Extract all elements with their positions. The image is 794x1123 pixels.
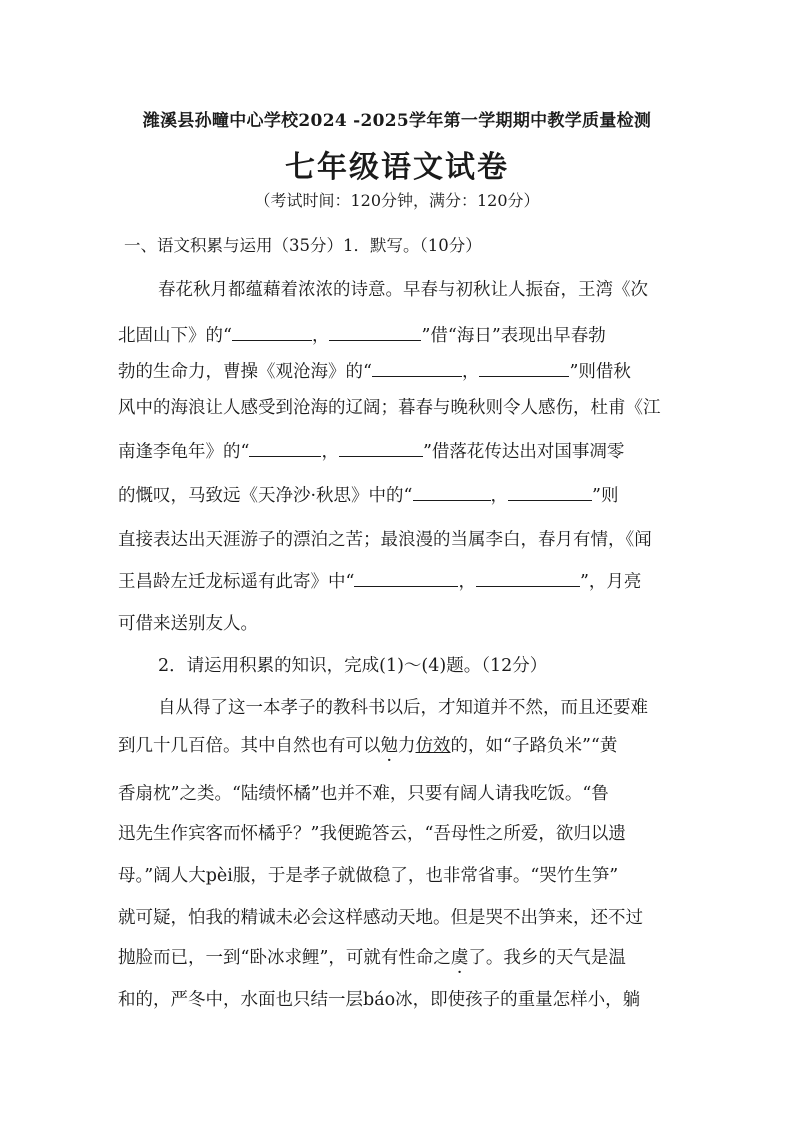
- q1-line-5: 南逢李龟年》的“ ， ”借落花传达出对国事凋零: [118, 438, 624, 463]
- q1-line-6: 的慨叹，马致远《天净沙·秋思》中的“ ， ”则: [118, 482, 618, 507]
- underlined-word: 仿效: [415, 736, 451, 756]
- q1-line-4: 风中的海浪让人感受到沧海的辽阔；暮春与晚秋则令人感伤，杜甫《江: [118, 398, 661, 418]
- q1-line-2: 北固山下》的“ ， ”借“海日”表现出早春勃: [118, 322, 606, 347]
- answer-blank[interactable]: [372, 358, 462, 377]
- q2-para-line-4: 迅先生作宾客而怀橘乎？”我便跪答云，“吾母性之所爱，欲归以遗: [118, 824, 626, 844]
- q2-para-line-6: 就可疑，怕我的精诚未必会这样感动天地。但是哭不出笋来，还不过: [118, 908, 643, 928]
- q2-para-line-5: 母。”阔人大pèi服，于是孝子就做稳了，也非常省事。“哭竹生笋”: [118, 866, 619, 886]
- answer-blank[interactable]: [479, 358, 569, 377]
- q2-heading: 2．请运用积累的知识，完成(1)～(4)题。（12分）: [158, 656, 548, 676]
- q2-para-line-8: 和的，严冬中，水面也只结一层báo冰，即使孩子的重量怎样小，躺: [118, 990, 641, 1010]
- q2-para-line-7: 抛脸而已，一到“卧冰求鲤”，可就有性命之虞了。我乡的天气是温: [118, 948, 626, 968]
- answer-blank[interactable]: [232, 322, 312, 341]
- dotted-char: 虞: [450, 948, 469, 968]
- dotted-char: 勉: [380, 736, 398, 756]
- q1-line-8: 王昌龄左迁龙标遥有此寄》中“ ， ”，月亮: [118, 568, 641, 593]
- q2-para-line-1: 自从得了这一本孝子的教科书以后，才知道并不然，而且还要难: [158, 698, 648, 718]
- page-title: 七年级语文试卷: [285, 150, 509, 185]
- answer-blank[interactable]: [249, 438, 321, 457]
- answer-blank[interactable]: [354, 568, 458, 587]
- school-header: 潍溪县孙疃中心学校2024 -2025学年第一学期期中教学质量检测: [142, 111, 652, 131]
- answer-blank[interactable]: [508, 482, 592, 501]
- q1-line-9: 可借来送别友人。: [118, 614, 258, 634]
- answer-blank[interactable]: [339, 438, 423, 457]
- answer-blank[interactable]: [329, 322, 421, 341]
- q1-line-7: 直接表达出天涯游子的漂泊之苦；最浪漫的当属李白，春月有情，《闻: [118, 530, 652, 550]
- section-heading: 一、语文积累与运用（35分）1．默写。（10分）: [124, 236, 482, 255]
- q1-line-3: 勃的生命力，曹操《观沧海》的“ ， ”则借秋: [118, 358, 631, 383]
- q2-para-line-2: 到几十几百倍。其中自然也有可以勉力仿效的，如“子路负米”“黄: [118, 736, 618, 756]
- answer-blank[interactable]: [413, 482, 491, 501]
- q2-para-line-3: 香扇枕”之类。“陆绩怀橘”也并不难，只要有阔人请我吃饭。“鲁: [118, 784, 609, 804]
- exam-info: （考试时间：120分钟，满分：120分）: [254, 191, 540, 210]
- q1-line-1: 春花秋月都蕴藉着浓浓的诗意。早春与初秋让人振奋，王湾《次: [158, 280, 648, 300]
- answer-blank[interactable]: [476, 568, 580, 587]
